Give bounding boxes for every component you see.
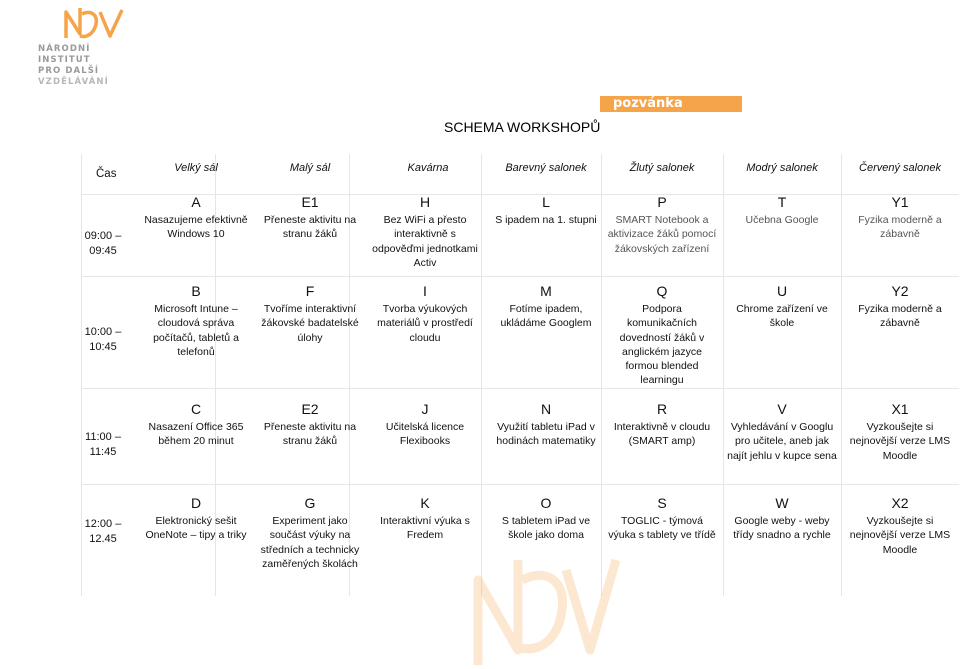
workshop-title: Tvorba výukových materiálů v prostředí cloudu	[377, 303, 473, 344]
slot-dash: –	[114, 431, 121, 443]
workshop-cell	[490, 495, 602, 543]
workshop-title: Nasazujeme efektivně Windows 10	[144, 214, 248, 241]
workshop-cell	[726, 401, 838, 463]
slot-start: 12:00	[84, 518, 113, 530]
column-header-modry-salonek: Modrý salonek	[746, 162, 818, 174]
time-slot	[76, 517, 130, 547]
workshop-code: C	[190, 401, 202, 417]
logo-text-line-2: PRO DALŠÍ	[38, 66, 100, 76]
workshop-code: B	[191, 283, 201, 299]
workshop-code: G	[304, 495, 316, 511]
workshop-code: O	[540, 495, 552, 511]
workshop-title: Interaktivně v cloudu (SMART amp)	[613, 421, 711, 448]
workshop-code: M	[540, 283, 552, 299]
workshop-code: W	[775, 495, 789, 511]
grid-divider	[841, 154, 842, 596]
workshop-title: Vyhledávání v Googlu pro učitele, aneb jak najít jehlu v kupce sena	[727, 421, 837, 462]
workshop-cell	[254, 495, 366, 571]
workshop-code: Q	[656, 283, 668, 299]
workshop-cell	[606, 283, 718, 388]
workshop-cell	[726, 194, 838, 227]
slot-dash: –	[115, 518, 122, 530]
ndv-watermark-icon	[470, 540, 620, 669]
workshop-cell	[140, 401, 252, 449]
workshop-title: Tvoříme interaktivní žákovské badatelské úlohy	[261, 303, 359, 344]
workshop-code: X1	[891, 401, 909, 417]
workshop-title: Vyzkoušejte si nejnovější verze LMS Moodle	[849, 515, 951, 556]
workshop-cell	[372, 283, 478, 345]
workshop-cell	[372, 194, 478, 270]
workshop-code: Y1	[891, 194, 909, 210]
workshop-title: Elektronický sešit OneNote – tipy a triky	[145, 515, 247, 542]
workshop-title: Učebna Google	[745, 214, 819, 226]
workshop-code: A	[191, 194, 201, 210]
workshop-code: F	[305, 283, 315, 299]
workshop-cell	[844, 401, 956, 463]
workshop-title: S tabletem iPad ve škole jako doma	[501, 515, 591, 542]
ndv-logo-mark-icon	[62, 4, 126, 42]
workshop-cell	[726, 283, 838, 331]
workshop-cell	[844, 495, 956, 557]
workshop-cell	[726, 495, 838, 543]
workshop-title: Podpora komunikačních dovedností žáků v anglickém jazyce formou blended learningu	[619, 303, 705, 387]
workshop-code: D	[190, 495, 202, 511]
workshop-title: SMART Notebook a aktivizace žáků pomocí žákovských zařízení	[607, 214, 717, 255]
slot-end: 11:45	[89, 446, 117, 458]
grid-divider	[81, 276, 959, 277]
workshop-title: TOGLIC - týmová výuka s tablety ve třídě	[608, 515, 716, 542]
workshop-title: Experiment jako součást výuky na středních a technicky zaměřených školách	[260, 515, 360, 570]
workshop-cell	[490, 194, 602, 227]
slot-start: 09:00	[84, 230, 113, 242]
page-title: SCHEMA WORKSHOPŮ	[444, 119, 601, 135]
workshop-code: V	[777, 401, 787, 417]
column-header-zluty-salonek: Žlutý salonek	[629, 162, 695, 174]
slot-dash: –	[115, 230, 122, 242]
time-slot	[76, 229, 130, 259]
workshop-code: J	[421, 401, 429, 417]
workshop-cell	[844, 194, 956, 242]
workshop-cell	[140, 194, 252, 242]
slot-end: 10:45	[89, 341, 117, 353]
grid-divider	[81, 484, 959, 485]
slot-end: 09:45	[89, 245, 117, 257]
workshop-title: Využití tabletu iPad v hodinách matematiky	[496, 421, 596, 448]
slot-dash: –	[115, 326, 122, 338]
workshop-code: I	[423, 283, 427, 299]
time-column-header: Čas	[96, 168, 117, 180]
workshop-cell	[490, 283, 602, 331]
logo-text-line-1: NÁRODNÍ INSTITUT	[38, 44, 91, 65]
slot-start: 10:00	[84, 326, 113, 338]
column-header-kavarna: Kavárna	[407, 162, 449, 174]
workshop-cell	[372, 495, 478, 543]
workshop-cell	[372, 401, 478, 449]
workshop-title: Přeneste aktivitu na stranu žáků	[263, 421, 357, 448]
workshop-title: Chrome zařízení ve škole	[736, 303, 828, 330]
workshop-code: K	[420, 495, 430, 511]
workshop-code: U	[776, 283, 788, 299]
grid-divider	[723, 154, 724, 596]
workshop-cell	[606, 495, 718, 543]
column-header-barevny-salonek: Barevný salonek	[505, 162, 587, 174]
column-header-maly-sal: Malý sál	[289, 162, 331, 174]
slot-end: 12.45	[89, 533, 117, 545]
workshop-title: Učitelská licence Flexibooks	[385, 421, 465, 448]
workshop-code: E1	[301, 194, 319, 210]
time-slot	[76, 325, 130, 355]
invitation-tag: pozvánka	[600, 96, 742, 112]
workshop-cell	[254, 283, 366, 345]
workshop-title: Fyzika moderně a zábavně	[858, 303, 942, 330]
workshop-title: Fyzika moderně a zábavně	[858, 214, 942, 241]
workshop-code: L	[542, 194, 550, 210]
workshop-code: H	[419, 194, 431, 210]
workshop-title: S ipadem na 1. stupni	[495, 214, 597, 226]
workshop-code: R	[656, 401, 668, 417]
workshop-title: Google weby - weby třídy snadno a rychle	[733, 515, 831, 542]
workshop-cell	[606, 194, 718, 256]
institute-logo	[38, 4, 138, 88]
workshop-title: Microsoft Intune – cloudová správa počítačů, tabletů a telefonů	[153, 303, 239, 358]
workshop-code: Y2	[891, 283, 909, 299]
logo-text-line-3: VZDĚLÁVÁNÍ	[38, 77, 109, 87]
workshop-code: S	[657, 495, 667, 511]
workshop-cell	[254, 194, 366, 242]
workshop-code: E2	[301, 401, 319, 417]
column-header-velky-sal: Velký sál	[174, 162, 218, 174]
workshop-cell	[254, 401, 366, 449]
workshop-cell	[140, 495, 252, 543]
workshop-title: Bez WiFi a přesto interaktivně s odpověďmi jednotkami Activ	[372, 214, 478, 269]
grid-divider	[81, 388, 959, 389]
workshop-code: T	[777, 194, 787, 210]
workshop-cell	[606, 401, 718, 449]
workshop-cell	[844, 283, 956, 331]
workshop-cell	[490, 401, 602, 449]
time-slot	[76, 430, 130, 460]
grid-divider	[481, 154, 482, 596]
workshop-code: N	[540, 401, 552, 417]
workshop-title: Nasazení Office 365 během 20 minut	[148, 421, 244, 448]
workshop-title: Fotíme ipadem, ukládáme Googlem	[500, 303, 592, 330]
column-header-cerveny-salonek: Červený salonek	[859, 162, 941, 174]
workshop-title: Přeneste aktivitu na stranu žáků	[263, 214, 357, 241]
workshop-code: P	[657, 194, 667, 210]
workshop-title: Vyzkoušejte si nejnovější verze LMS Moodle	[849, 421, 951, 462]
workshop-cell	[140, 283, 252, 359]
slot-start: 11:00	[85, 431, 112, 443]
workshop-code: X2	[891, 495, 909, 511]
workshop-title: Interaktivní výuka s Fredem	[380, 515, 470, 542]
